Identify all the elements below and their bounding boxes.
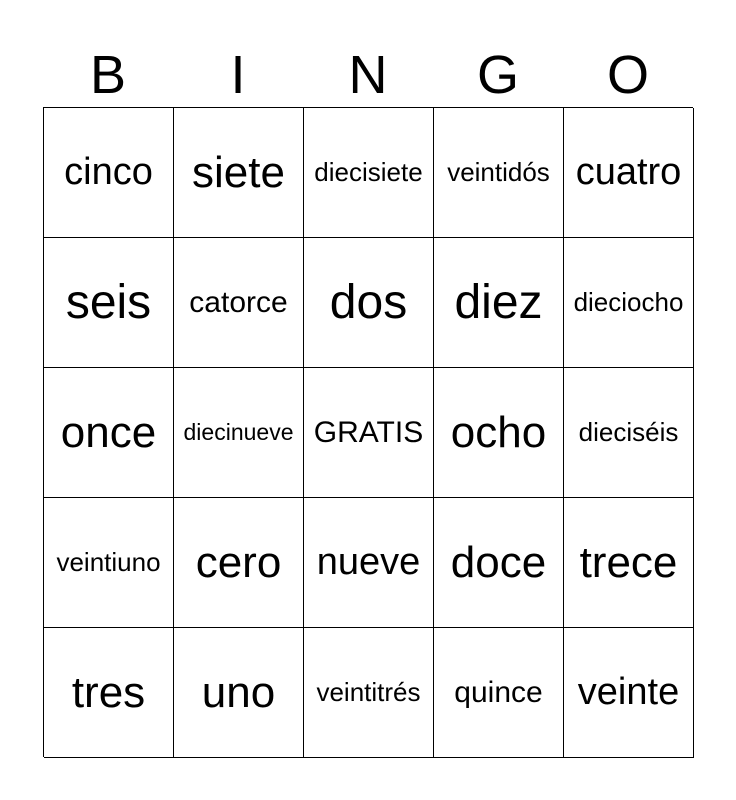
header-letter-g: G [476,45,519,105]
bingo-cell-r1-c1[interactable]: cinco [44,108,174,238]
bingo-header [43,42,693,108]
bingo-cell-r5-c5[interactable]: veinte [564,628,694,758]
header-letter-i: I [230,45,246,105]
bingo-cell-r2-c1[interactable]: seis [44,238,174,368]
bingo-cell-r5-c1[interactable]: tres [44,628,174,758]
bingo-cell-r3-c2[interactable]: diecinueve [174,368,304,498]
header-letter-n: N [348,45,388,105]
bingo-cell-r2-c5[interactable]: dieciocho [564,238,694,368]
bingo-cell-r5-c2[interactable]: uno [174,628,304,758]
bingo-cell-r4-c5[interactable]: trece [564,498,694,628]
bingo-cell-r5-c4[interactable]: quince [434,628,564,758]
bingo-cell-r2-c4[interactable]: diez [434,238,564,368]
bingo-cell-r3-c4[interactable]: ocho [434,368,564,498]
bingo-cell-r3-c5[interactable]: dieciséis [564,368,694,498]
bingo-cell-r2-c3[interactable]: dos [304,238,434,368]
bingo-cell-r4-c2[interactable]: cero [174,498,304,628]
header-letter-b: B [89,45,127,105]
bingo-cell-r1-c5[interactable]: cuatro [564,108,694,238]
header-letter-o: O [606,45,649,105]
bingo-cell-r2-c2[interactable]: catorce [174,238,304,368]
bingo-cell-r1-c4[interactable]: veintidós [434,108,564,238]
bingo-cell-r1-c3[interactable]: diecisiete [304,108,434,238]
bingo-cell-r4-c3[interactable]: nueve [304,498,434,628]
bingo-cell-r4-c4[interactable]: doce [434,498,564,628]
bingo-cell-r5-c3[interactable]: veintitrés [304,628,434,758]
bingo-cell-free-space[interactable]: GRATIS [304,368,434,498]
bingo-board [43,107,693,757]
bingo-cell-r4-c1[interactable]: veintiuno [44,498,174,628]
bingo-cell-r1-c2[interactable]: siete [174,108,304,238]
bingo-cell-r3-c1[interactable]: once [44,368,174,498]
